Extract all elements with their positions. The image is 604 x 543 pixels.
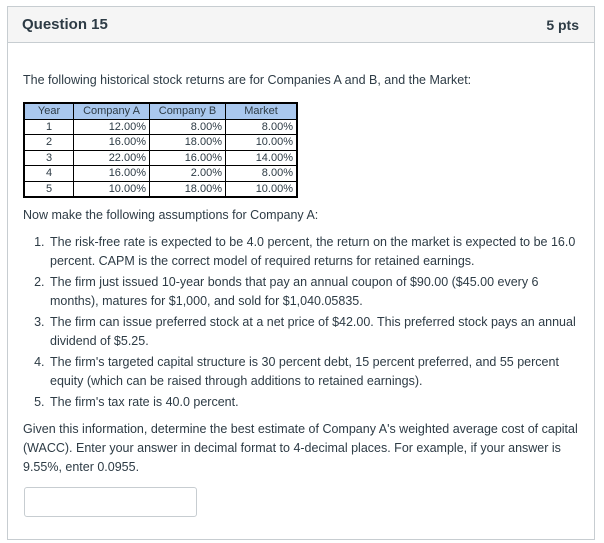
header-year: Year xyxy=(24,103,74,119)
table-row xyxy=(24,150,297,166)
cell-market: 10.00% xyxy=(226,181,298,197)
cell-year: 3 xyxy=(24,150,74,166)
table-row xyxy=(24,119,297,135)
header-company-a: Company A xyxy=(74,103,150,119)
header-company-b: Company B xyxy=(150,103,226,119)
question-title: Question 15 xyxy=(22,16,108,33)
question-body xyxy=(8,71,594,477)
cell-company-a: 16.00% xyxy=(74,166,150,182)
assumption-item: 4. The firm's targeted capital structure is 30 percent debt, 15 percent preferred, and 55 percent equity (which can be raised through additions to retained earnings). xyxy=(48,353,579,391)
cell-market: 8.00% xyxy=(226,119,298,135)
table-row xyxy=(24,135,297,151)
returns-table xyxy=(23,102,298,198)
cell-year: 2 xyxy=(24,135,74,151)
assumptions-heading: Now make the following assumptions for Company A: xyxy=(23,208,319,222)
header-market: Market xyxy=(226,103,298,119)
cell-company-b: 2.00% xyxy=(150,166,226,182)
answer-input[interactable] xyxy=(24,487,197,517)
table-row xyxy=(24,166,297,182)
assumption-item: 2. The firm just issued 10-year bonds that pay an annual coupon of $90.00 ($45.00 every 6 months), matures for $1,000, and sold for $1,040.05835. xyxy=(48,273,579,311)
intro-text: The following historical stock returns are for Companies A and B, and the Market: xyxy=(23,73,472,87)
cell-company-a: 22.00% xyxy=(74,150,150,166)
assumption-item: 5. The firm's tax rate is 40.0 percent. xyxy=(48,393,579,412)
cell-market: 10.00% xyxy=(226,135,298,151)
table-row xyxy=(24,181,297,197)
assumptions-list xyxy=(23,233,579,412)
cell-company-a: 16.00% xyxy=(74,135,150,151)
cell-company-b: 18.00% xyxy=(150,135,226,151)
cell-company-b: 8.00% xyxy=(150,119,226,135)
cell-company-b: 16.00% xyxy=(150,150,226,166)
assumption-item: 1. The risk-free rate is expected to be 4.0 percent, the return on the market is expected to be 16.0 percent. CAPM is the correct model of required returns for retained earnings. xyxy=(48,233,579,271)
cell-market: 8.00% xyxy=(226,166,298,182)
assumption-item: 3. The firm can issue preferred stock at a net price of $42.00. This preferred stock pays an annual dividend of $5.25. xyxy=(48,313,579,351)
cell-year: 4 xyxy=(24,166,74,182)
question-card xyxy=(7,6,595,540)
cell-company-b: 18.00% xyxy=(150,181,226,197)
question-header xyxy=(8,7,594,43)
table-header-row xyxy=(24,103,297,119)
cell-company-a: 12.00% xyxy=(74,119,150,135)
cell-year: 1 xyxy=(24,119,74,135)
question-points: 5 pts xyxy=(546,16,579,33)
instructions-text: Given this information, determine the best estimate of Company A's weighted average cost of capital (WACC). Enter your answer in decimal format to 4-decimal places. For example, if your answer is 9.55%, enter 0.0955. xyxy=(23,422,578,474)
cell-company-a: 10.00% xyxy=(74,181,150,197)
cell-year: 5 xyxy=(24,181,74,197)
cell-market: 14.00% xyxy=(226,150,298,166)
